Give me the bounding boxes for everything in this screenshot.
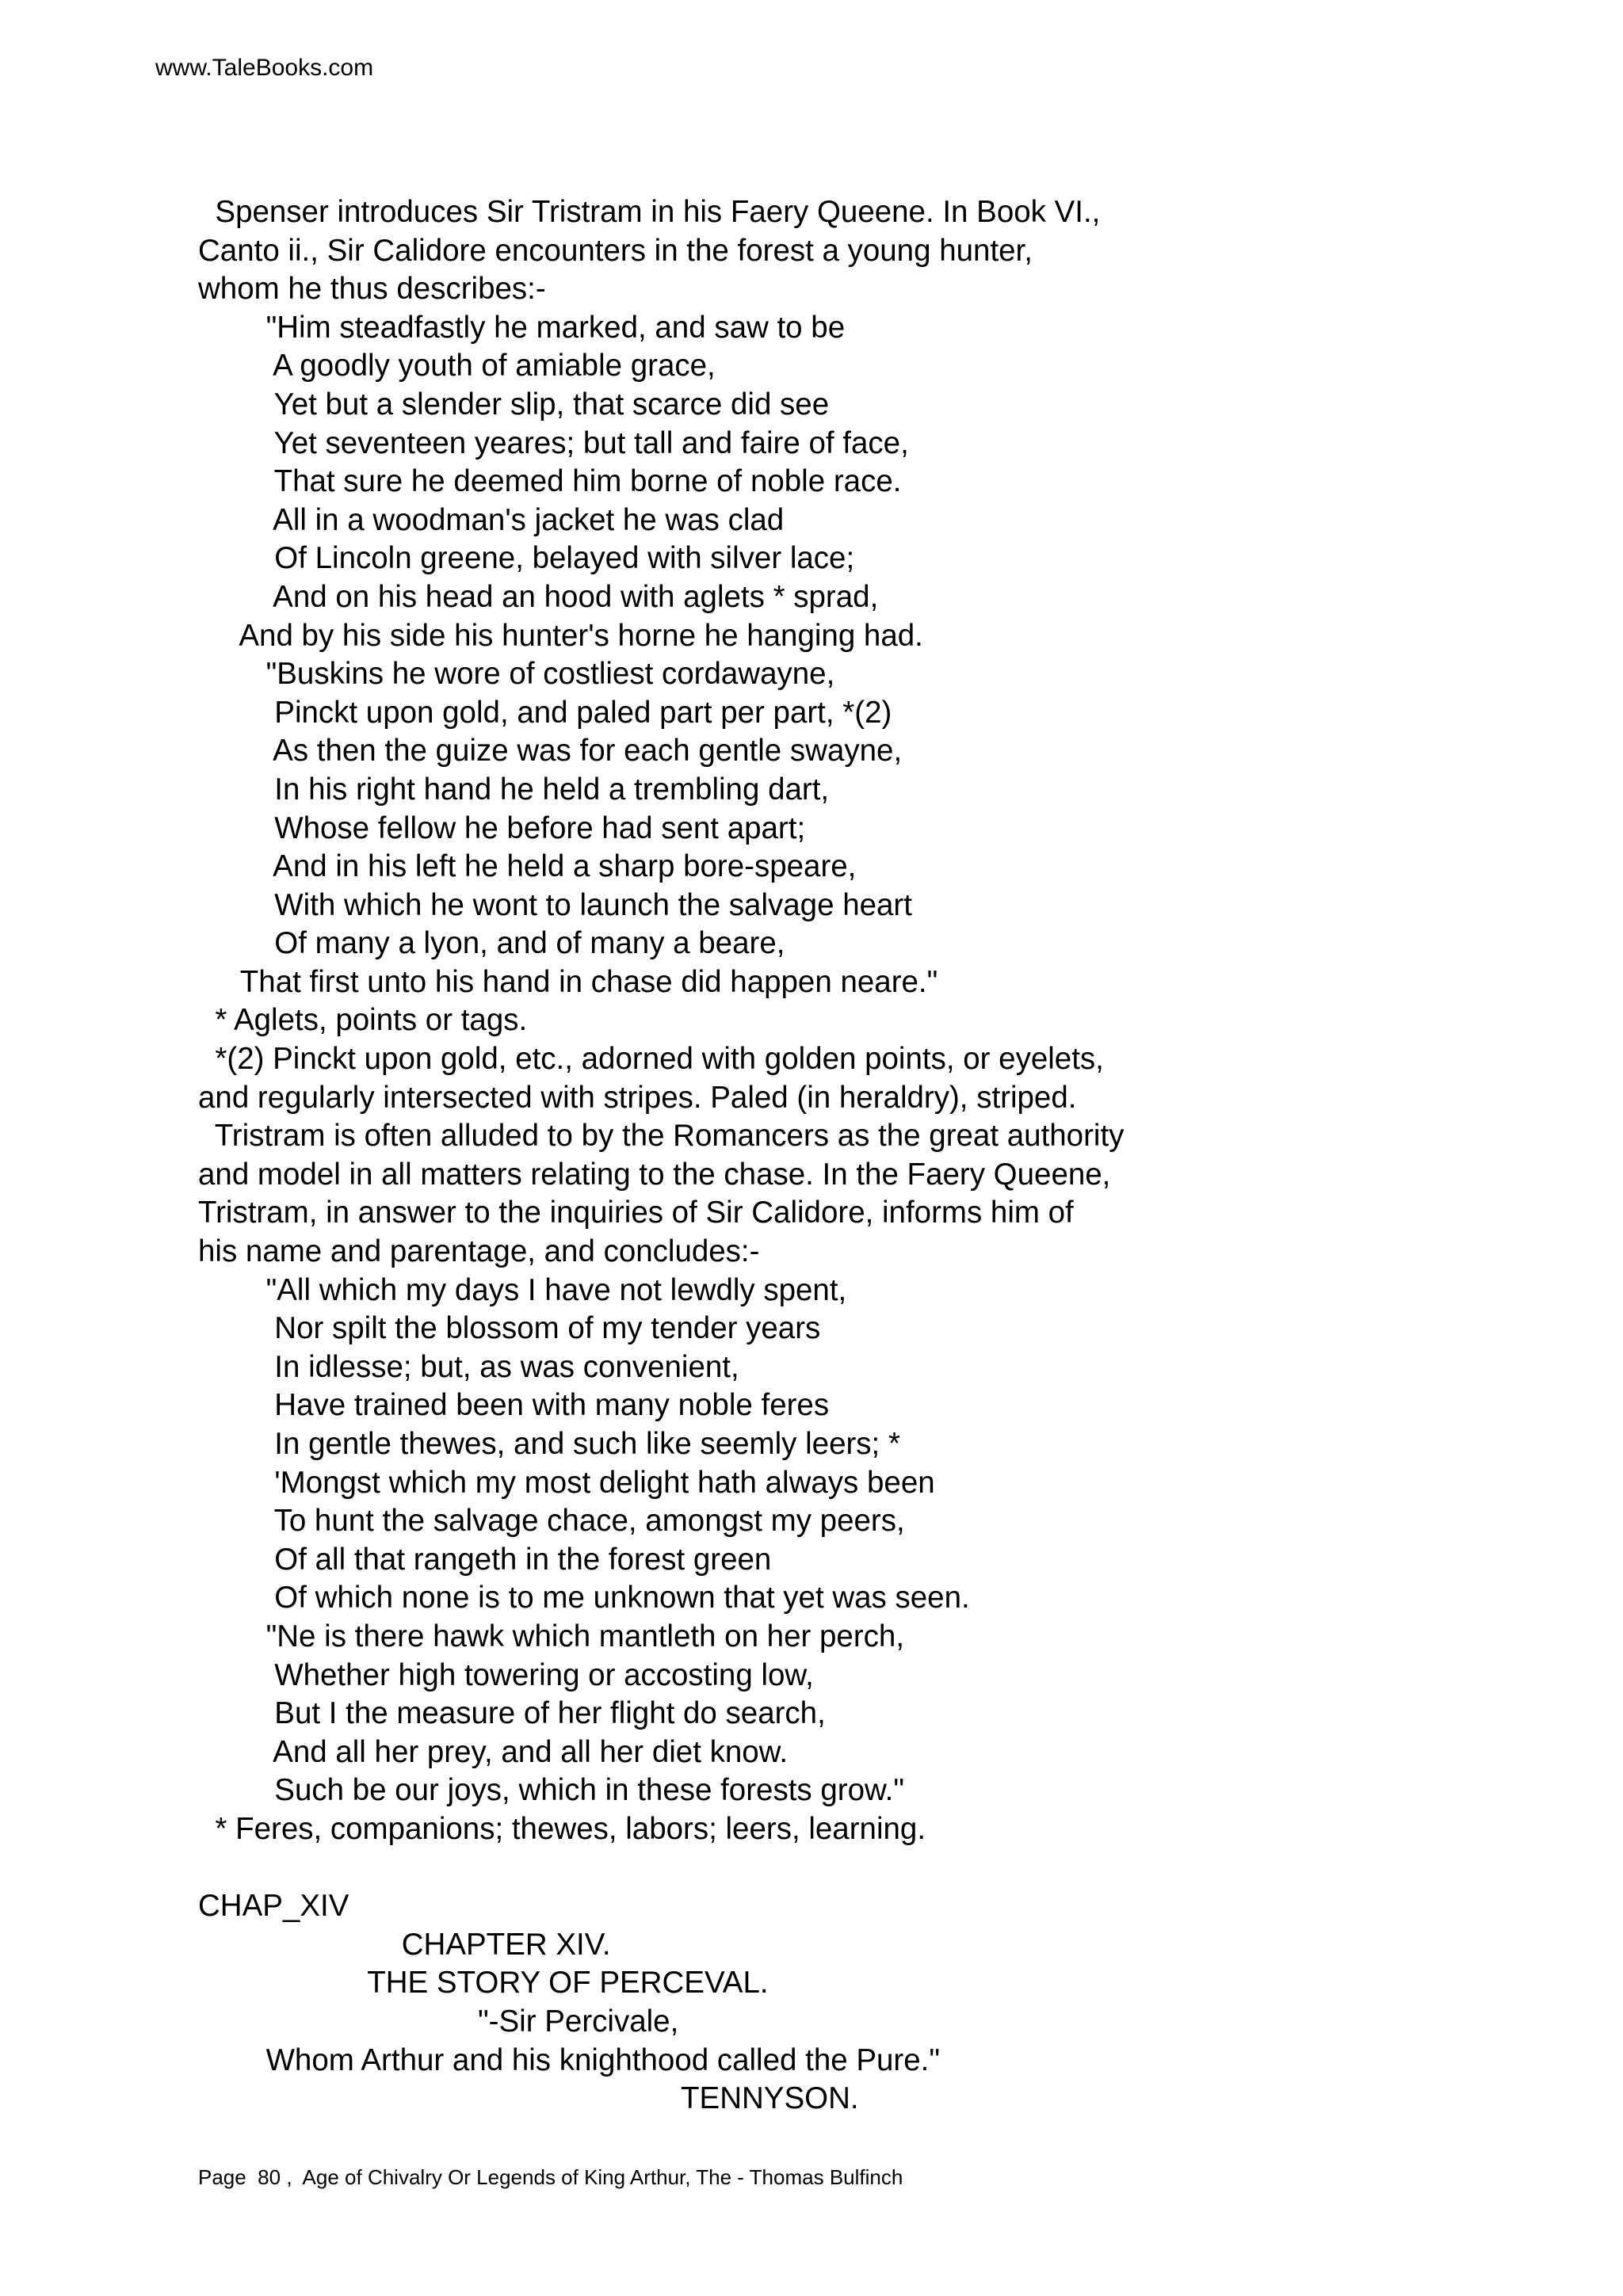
verse-line: In gentle thewes, and such like seemly leers; * [198, 1427, 900, 1461]
text-line: Tristram, in answer to the inquiries of Sir Calidore, informs him of [198, 1196, 1074, 1230]
verse-line: In idlesse; but, as was convenient, [198, 1349, 739, 1384]
text-line: his name and parentage, and concludes:- [198, 1234, 760, 1269]
verse-line: Pinckt upon gold, and paled part per part, *(2) [198, 695, 892, 730]
chapter-anchor: CHAP_XIV [198, 1889, 349, 1924]
footnote-line: * Aglets, points or tags. [198, 1003, 528, 1038]
epigraph-line: "-Sir Percivale, [198, 2004, 679, 2039]
verse-line: A goodly youth of amiable grace, [198, 349, 716, 383]
verse-line: In his right hand he held a trembling dart, [198, 772, 830, 807]
verse-line: To hunt the salvage chace, amongst my peers, [198, 1504, 905, 1539]
verse-line: That sure he deemed him borne of noble race. [198, 464, 902, 499]
verse-line: Of which none is to me unknown that yet was seen. [198, 1581, 970, 1615]
epigraph-attribution: TENNYSON. [198, 2081, 859, 2116]
site-url: www.TaleBooks.com [155, 55, 374, 81]
verse-line: Yet but a slender slip, that scarce did see [198, 387, 830, 421]
verse-line: That first unto his hand in chase did happen neare." [198, 964, 938, 999]
verse-line: As then the guize was for each gentle swayne, [198, 734, 903, 769]
verse-line: Of Lincoln greene, belayed with silver lace; [198, 541, 855, 576]
verse-line: And by his side his hunter's horne he hanging had. [198, 618, 923, 653]
text-line: and model in all matters relating to the chase. In the Faery Queene, [198, 1157, 1111, 1192]
verse-line: Of many a lyon, and of many a beare, [198, 926, 785, 961]
chapter-title: CHAPTER XIV. [198, 1927, 611, 1962]
epigraph-line: Whom Arthur and his knighthood called the Pure." [198, 2042, 941, 2077]
text-line: Tristram is often alluded to by the Romancers as the great authority [198, 1119, 1125, 1154]
verse-line: Have trained been with many noble feres [198, 1388, 830, 1423]
text-line: Canto ii., Sir Calidore encounters in the forest a young hunter, [198, 233, 1033, 268]
verse-line: Nor spilt the blossom of my tender years [198, 1311, 821, 1346]
verse-line: And in his left he held a sharp bore-speare, [198, 849, 857, 884]
text-line: and regularly intersected with stripes. Paled (in heraldry), striped. [198, 1080, 1077, 1115]
verse-line: 'Mongst which my most delight hath always been [198, 1465, 935, 1500]
verse-line: All in a woodman's jacket he was clad [198, 502, 785, 537]
chapter-subtitle: THE STORY OF PERCEVAL. [198, 1966, 769, 2000]
verse-line: "All which my days I have not lewdly spent, [198, 1272, 847, 1307]
verse-line: "Buskins he wore of costliest cordawayne, [198, 657, 835, 692]
verse-line: But I the measure of her flight do search, [198, 1696, 826, 1731]
blank-line [198, 1849, 1506, 1888]
verse-line: With which he wont to launch the salvage heart [198, 887, 912, 922]
text-line: Spenser introduces Sir Tristram in his Faery Queene. In Book VI., [198, 195, 1101, 229]
verse-line: Such be our joys, which in these forests grow." [198, 1773, 905, 1808]
verse-line: Of all that rangeth in the forest green [198, 1542, 772, 1577]
verse-line: Yet seventeen yeares; but tall and faire of face, [198, 425, 909, 460]
verse-line: Whether high towering or accosting low, [198, 1657, 814, 1692]
verse-line: "Ne is there hawk which mantleth on her perch, [198, 1619, 905, 1653]
verse-line: And all her prey, and all her diet know. [198, 1734, 789, 1769]
page-footer: Page 80 , Age of Chivalry Or Legends of King Arthur, The - Thomas Bulfinch [198, 2165, 903, 2189]
verse-line: Whose fellow he before had sent apart; [198, 810, 806, 845]
text-line: whom he thus describes:- [198, 272, 546, 307]
page-body [198, 193, 1506, 2119]
footnote-line: * Feres, companions; thewes, labors; leers, learning. [198, 1811, 926, 1846]
verse-line: And on his head an hood with aglets * sprad, [198, 579, 879, 614]
footnote-line: *(2) Pinckt upon gold, etc., adorned with golden points, or eyelets, [198, 1042, 1104, 1077]
verse-line: "Him steadfastly he marked, and saw to be [198, 310, 846, 345]
